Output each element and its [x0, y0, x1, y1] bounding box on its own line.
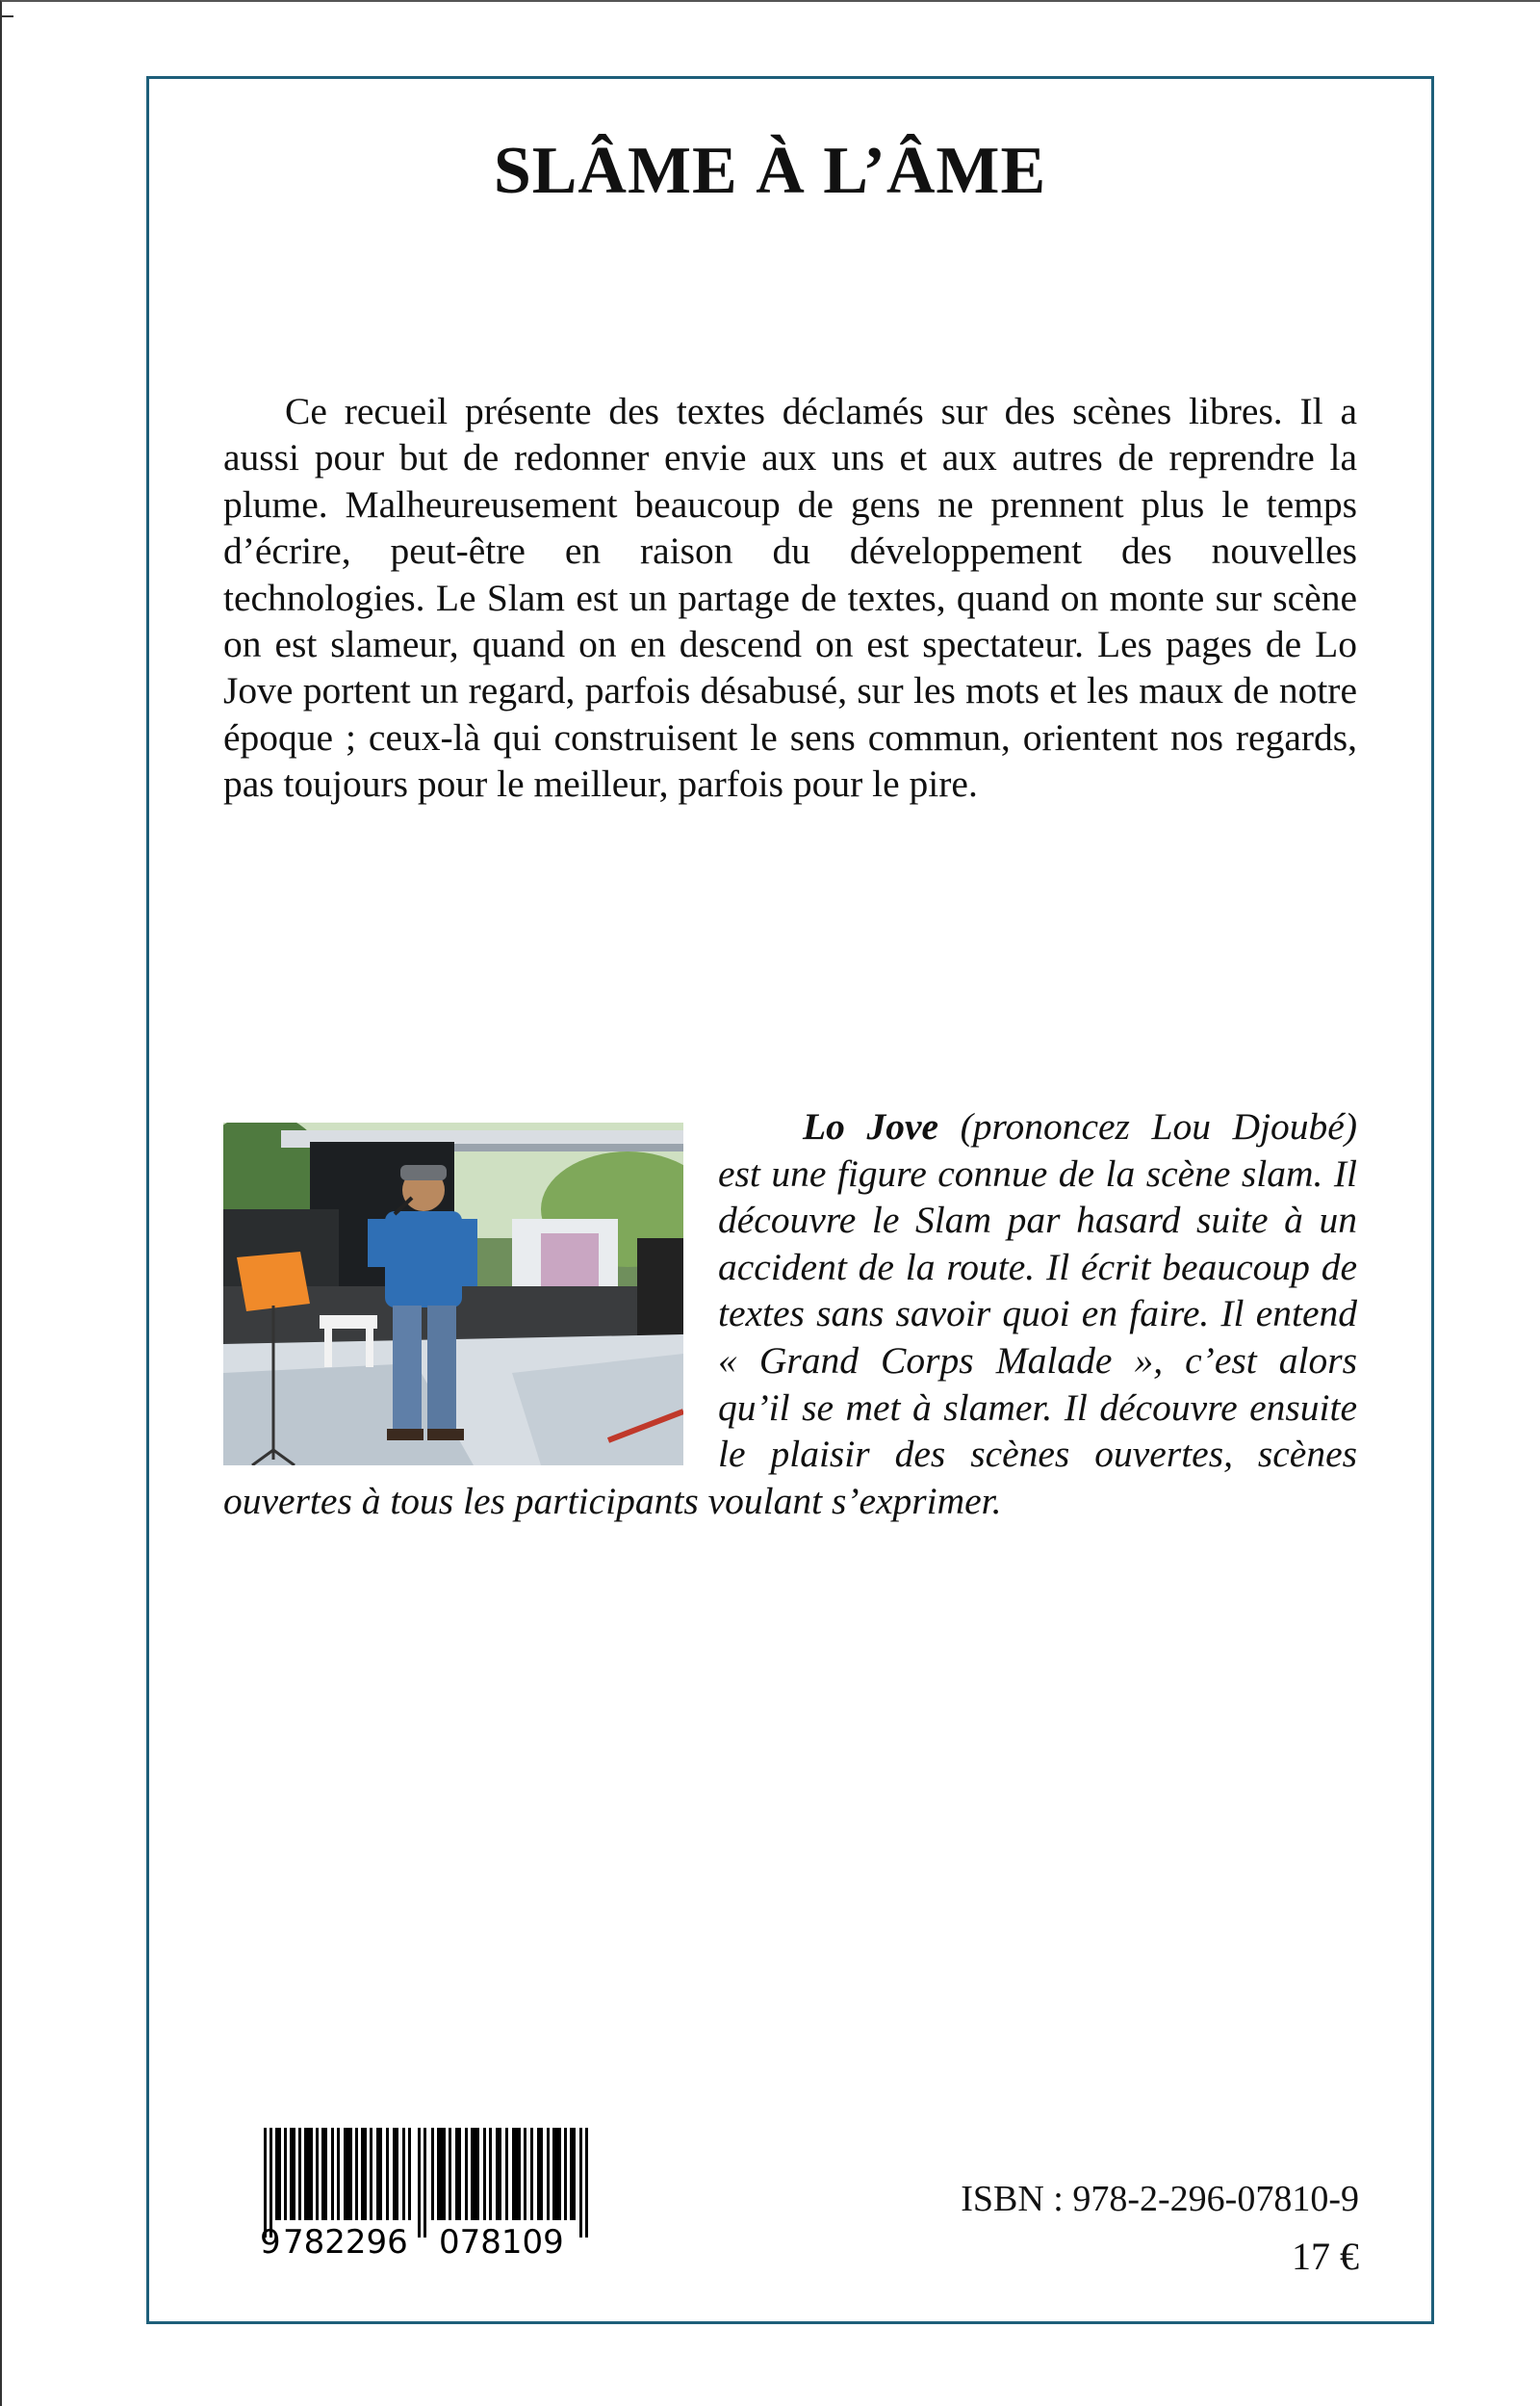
barcode-bars — [264, 2128, 588, 2238]
book-title: SLÂME À L’ÂME — [493, 134, 1047, 208]
book-blurb — [223, 388, 1357, 808]
barcode-icon — [260, 2128, 603, 2257]
author-name: Lo Jove — [803, 1105, 939, 1148]
author-performing-photo — [223, 1123, 683, 1465]
author-photo — [223, 1123, 683, 1465]
crop-mark — [0, 15, 13, 17]
author-bio-text: (prononcez Lou Djoubé) est une figure connue de la scène slam. Il découvre le Slam par hasard suite à un accident de la route. Il écrit beaucoup de textes sans savoir quoi en faire. Il entend « Grand Corps Malade », c’est alors qu’il se met à slamer. Il découvre ensuite le plaisir des scènes ouvertes, scènes ouvertes à tous les participants voulant s’exprimer. — [223, 1105, 1357, 1522]
isbn-number: ISBN : 978-2-296-07810-9 — [961, 2179, 1359, 2219]
blurb-text: Ce recueil présente des textes déclamés sur des scènes libres. Il a aussi pour but de redonner envie aux uns et aux autres de reprendre la plume. Malheureusement beaucoup de gens ne prennent plus le temps d’écrire, peut-être en raison du développement des nouvelles technologies. Le Slam est un partage de textes, quand on monte sur scène on est slameur, quand on en descend on est spectateur. Les pages de Lo Jove portent un regard, parfois désabusé, sur les mots et les maux de notre époque ; ceux-là qui construisent le sens commun, orientent nos regards, pas toujours pour le meilleur, parfois pour le pire. — [223, 390, 1357, 806]
barcode-group-2: 078109 — [439, 2223, 564, 2257]
book-price: 17 € — [1292, 2235, 1359, 2278]
barcode-group-1: 782296 — [283, 2223, 408, 2257]
barcode-lead-digit: 9 — [260, 2223, 281, 2257]
